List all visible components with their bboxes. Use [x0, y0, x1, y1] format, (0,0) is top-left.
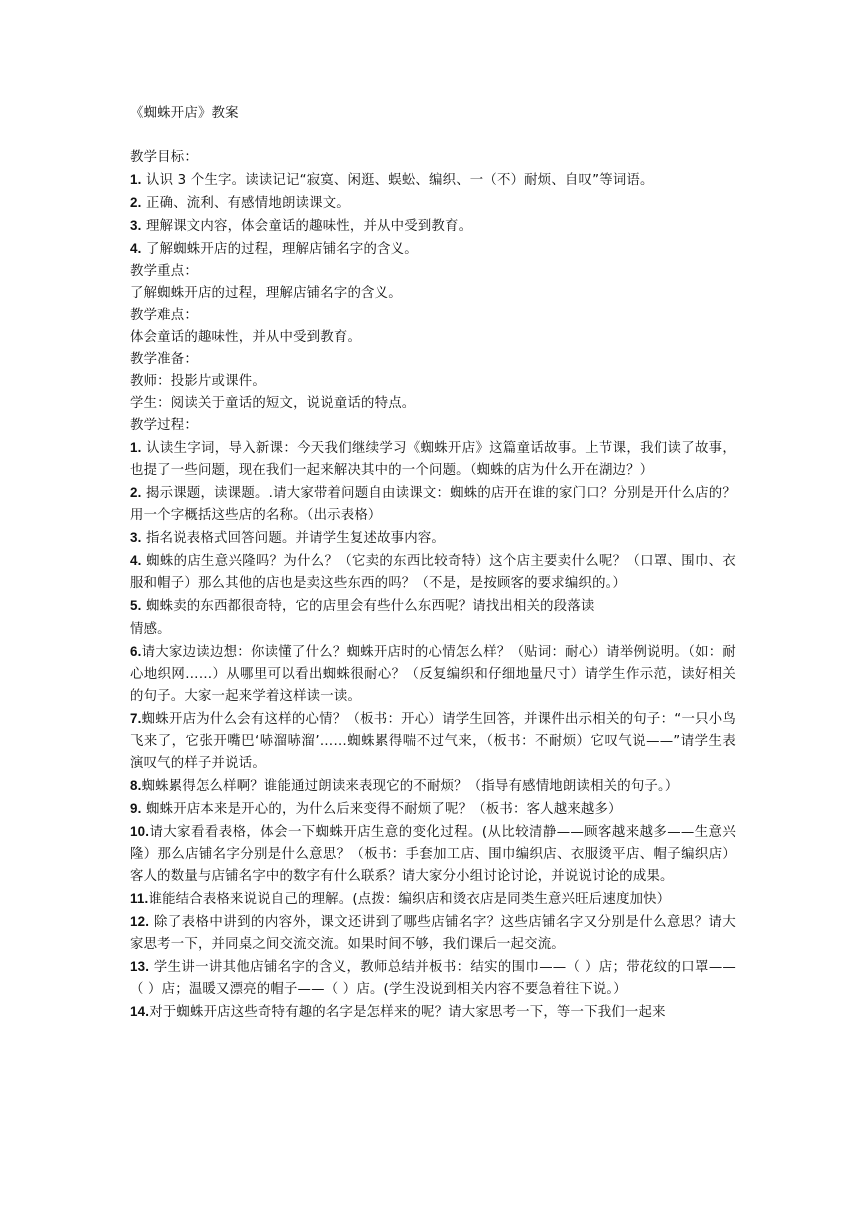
process-step — [130, 527, 736, 550]
step-number: 9. — [130, 801, 142, 816]
step-text: 蜘蛛累得怎么样啊？谁能通过朗读来表现它的不耐烦？（指导有感情地朗读相关的句子。） — [141, 779, 679, 794]
step-text: 学生讲一讲其他店铺名字的含义，教师总结并板书：结实的围巾——（ ）店；带花纹的口罩——（ ）店；温暖又漂亮的帽子——（ ）店。(学生没说到相关内容不要急着往下说。） — [130, 960, 736, 997]
process-step — [130, 798, 736, 821]
step-number: 14. — [130, 1004, 150, 1019]
process-steps — [130, 437, 736, 1024]
step-text: 请大家边读边想：你读懂了什么？蜘蛛开店时的心情怎么样？（贴词：耐心）请举例说明。（如：耐心地织网……）从哪里可以看出蜘蛛很耐心？（反复编织和仔细地量尺寸）请学生作示范，读好相关的句子。大家一起来学着这样读一读。 — [130, 645, 736, 704]
goal-text: 认识 3 个生字。读读记记“寂寞、闲逛、蜈蚣、编织、一（不）耐烦、自叹”等词语。 — [141, 173, 654, 188]
process-step — [130, 821, 736, 888]
process-step — [130, 595, 736, 618]
difficulty-text: 体会童话的趣味性，并从中受到教育。 — [130, 330, 362, 345]
process-step — [130, 641, 736, 708]
difficulty-heading: 教学难点： — [130, 308, 198, 323]
step-number: 10. — [130, 824, 150, 839]
step-number: 11. — [130, 891, 149, 906]
step-text: 蜘蛛卖的东西都很奇特，它的店里会有些什么东西呢？请找出相关的段落读 — [141, 599, 595, 614]
step-text: 揭示课题，读课题。.请大家带着问题自由读课文：蜘蛛的店开在谁的家门口？分别是开什么店的？用一个字概括这些店的名称。（出示表格） — [130, 486, 736, 523]
process-step — [130, 482, 736, 527]
goal-item — [130, 192, 736, 215]
step-text: 蜘蛛开店为什么会有这样的心情？（板书：开心）请学生回答，并课件出示相关的句子：“一只小鸟飞来了，它张开嘴巴‘哧溜哧溜’……蜘蛛累得喘不过气来，（板书：不耐烦）它叹气说——”请学生表演叹气的样子并说话。 — [130, 712, 736, 771]
process-step — [130, 888, 736, 911]
goal-text: 理解课文内容，体会童话的趣味性，并从中受到教育。 — [141, 219, 473, 234]
step-text: 蜘蛛开店本来是开心的，为什么后来变得不耐烦了呢？（板书：客人越来越多） — [141, 802, 622, 817]
goal-text: 了解蜘蛛开店的过程，理解店铺名字的含义。 — [141, 242, 418, 257]
process-step — [130, 775, 736, 798]
goal-item — [130, 169, 736, 192]
process-step — [130, 956, 736, 1001]
step-number: 5. — [130, 598, 142, 613]
step-text: 除了表格中讲到的内容外，课文还讲到了哪些店铺名字？这些店铺名字又分别是什么意思？请大家思考一下，并同桌之间交流交流。如果时间不够，我们课后一起交流。 — [130, 915, 736, 952]
step-number: 2. — [130, 485, 142, 500]
step-number: 13. — [130, 959, 150, 974]
step-text: 蜘蛛的店生意兴隆吗？为什么？（它卖的东西比较奇特）这个店主要卖什么呢？（口罩、围巾、衣服和帽子）那么其他的店也是卖这些东西的吗？（不是，是按顾客的要求编织的。） — [130, 554, 736, 591]
goal-item — [130, 238, 736, 261]
step-number: 4. — [130, 553, 142, 568]
goal-number: 3. — [130, 218, 142, 233]
process-heading: 教学过程： — [130, 418, 198, 433]
step-text: 对于蜘蛛开店这些奇特有趣的名字是怎样来的呢？请大家思考一下，等一下我们一起来 — [149, 1005, 666, 1020]
step-text: 请大家看看表格，体会一下蜘蛛开店生意的变化过程。(从比较清静——顾客越来越多——生意兴隆）那么店铺名字分别是什么意思？（板书：手套加工店、围巾编织店、衣服烫平店、帽子编织店）客人的数量与店铺名字中的数字有什么联系？请大家分小组讨论讨论，并说说讨论的成果。 — [130, 825, 736, 884]
key-points-text: 了解蜘蛛开店的过程，理解店铺名字的含义。 — [130, 286, 402, 301]
step-text: 情感。 — [130, 622, 171, 637]
step-text: 认读生字词，导入新课：今天我们继续学习《蜘蛛开店》这篇童话故事。上节课，我们读了故事，也提了一些问题，现在我们一起来解决其中的一个问题。（蜘蛛的店为什么开在湖边？） — [130, 441, 736, 478]
preparation-student: 学生：阅读关于童话的短文，说说童话的特点。 — [130, 396, 416, 411]
process-step — [130, 708, 736, 775]
step-number: 3. — [130, 530, 142, 545]
preparation-heading: 教学准备： — [130, 352, 198, 367]
document-body — [130, 103, 736, 1024]
step-number: 8. — [130, 778, 142, 793]
goal-number: 1. — [130, 172, 142, 187]
goal-number: 2. — [130, 195, 142, 210]
goal-text: 正确、流利、有感情地朗读课文。 — [141, 196, 350, 211]
preparation-teacher: 教师：投影片或课件。 — [130, 374, 266, 389]
process-step — [130, 1001, 736, 1024]
key-points-heading: 教学重点： — [130, 264, 198, 279]
process-step — [130, 550, 736, 595]
step-number: 6. — [130, 644, 142, 659]
process-step — [130, 437, 736, 482]
step-text: 指名说表格式回答问题。并请学生复述故事内容。 — [141, 531, 446, 546]
step-number: 12. — [130, 914, 150, 929]
document-title: 《蜘蛛开店》教案 — [130, 106, 239, 121]
goals-list — [130, 169, 736, 261]
process-step — [130, 911, 736, 956]
step-number: 1. — [130, 440, 142, 455]
goals-heading: 教学目标： — [130, 150, 198, 165]
step-text: 谁能结合表格来说说自己的理解。(点拨：编织店和烫衣店是同类生意兴旺后速度加快） — [148, 892, 671, 907]
process-step-continuation — [130, 618, 736, 641]
goal-number: 4. — [130, 241, 142, 256]
goal-item — [130, 215, 736, 238]
step-number: 7. — [130, 711, 142, 726]
